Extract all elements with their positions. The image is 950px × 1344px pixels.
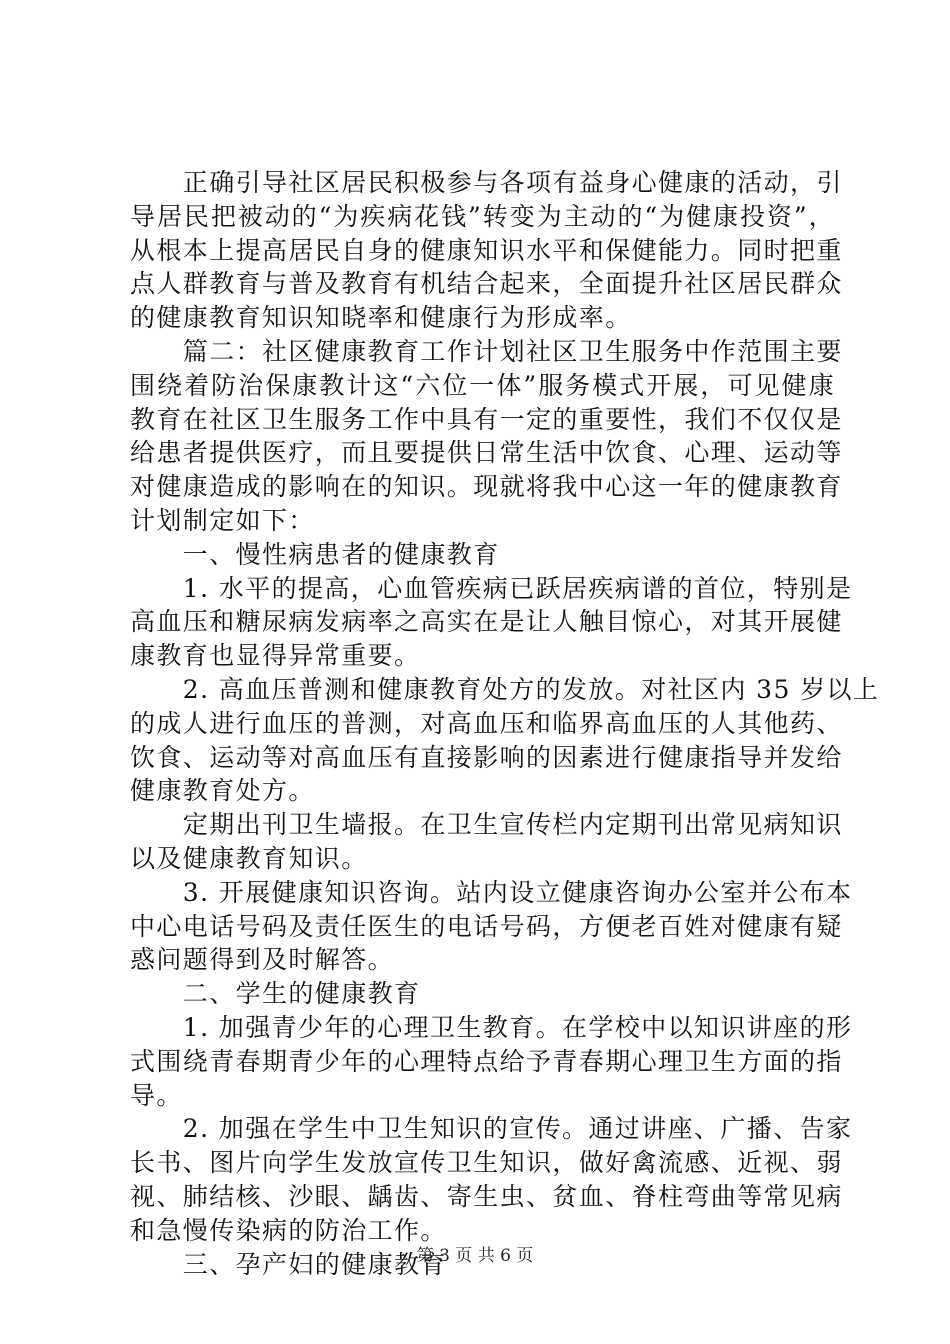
text-line: 从根本上提高居民自身的健康知识水平和保健能力。同时把重 xyxy=(130,235,843,265)
text-line: 对健康造成的影响在的知识。现就将我中心这一年的健康教育 xyxy=(130,472,843,502)
text-line: 一、慢性病患者的健康教育 xyxy=(130,539,500,569)
page-footer: 第 3 页 共 6 页 xyxy=(416,1246,534,1266)
text-line: 2. 高血压普测和健康教育处方的发放。对社区内 35 岁以上 xyxy=(130,674,880,704)
text-line: 计划制定如下： xyxy=(130,505,315,535)
text-line: 三、孕产妇的健康教育 xyxy=(130,1249,447,1279)
text-line: 以及健康教育知识。 xyxy=(130,843,368,873)
text-line: 视、肺结核、沙眼、龋齿、寄生虫、贫血、脊柱弯曲等常见病 xyxy=(130,1181,843,1211)
text-line: 正确引导社区居民积极参与各项有益身心健康的活动，引 xyxy=(130,168,843,197)
text-line: 中心电话号码及责任医生的电话号码，方便老百姓对健康有疑 xyxy=(130,911,843,941)
text-line: 康教育也显得异常重要。 xyxy=(130,641,421,671)
text-line: 惑问题得到及时解答。 xyxy=(130,945,395,975)
text-line: 长书、图片向学生发放宣传卫生知识，做好禽流感、近视、弱 xyxy=(130,1148,843,1178)
text-line: 给患者提供医疗，而且要提供日常生活中饮食、心理、运动等 xyxy=(130,438,843,468)
text-line: 导。 xyxy=(130,1080,183,1110)
text-line: 高血压和糖尿病发病率之高实在是让人触目惊心，对其开展健 xyxy=(130,607,843,637)
text-line: 篇二：社区健康教育工作计划社区卫生服务中作范围主要 xyxy=(130,336,843,366)
text-line: 定期出刊卫生墙报。在卫生宣传栏内定期刊出常见病知识 xyxy=(130,810,843,840)
text-line: 二、学生的健康教育 xyxy=(130,979,421,1009)
text-line: 3. 开展健康知识咨询。站内设立健康咨询办公室并公布本 xyxy=(130,877,853,907)
text-line: 点人群教育与普及教育有机结合起来，全面提升社区居民群众 xyxy=(130,269,843,299)
text-line: 1. 水平的提高，心血管疾病已跃居疾病谱的首位，特别是 xyxy=(130,573,853,603)
document-body xyxy=(130,166,880,1281)
text-line: 饮食、运动等对高血压有直接影响的因素进行健康指导并发给 xyxy=(130,742,843,772)
text-line: 的成人进行血压的普测，对高血压和临界高血压的人其他药、 xyxy=(130,708,843,738)
text-line: 围绕着防治保康教计这“六位一体”服务模式开展，可见健康 xyxy=(130,370,835,400)
text-line: 的健康教育知识知晓率和健康行为形成率。 xyxy=(130,303,632,333)
text-line: 健康教育处方。 xyxy=(130,776,315,806)
text-line: 2. 加强在学生中卫生知识的宣传。通过讲座、广播、告家 xyxy=(130,1114,853,1144)
text-line: 教育在社区卫生服务工作中具有一定的重要性，我们不仅仅是 xyxy=(130,404,843,434)
text-line: 1. 加强青少年的心理卫生教育。在学校中以知识讲座的形 xyxy=(130,1012,853,1042)
text-line: 和急慢传染病的防治工作。 xyxy=(130,1215,447,1245)
text-line: 导居民把被动的“为疾病花钱”转变为主动的“为健康投资”， xyxy=(130,201,835,231)
text-line: 式围绕青春期青少年的心理特点给予青春期心理卫生方面的指 xyxy=(130,1046,843,1076)
